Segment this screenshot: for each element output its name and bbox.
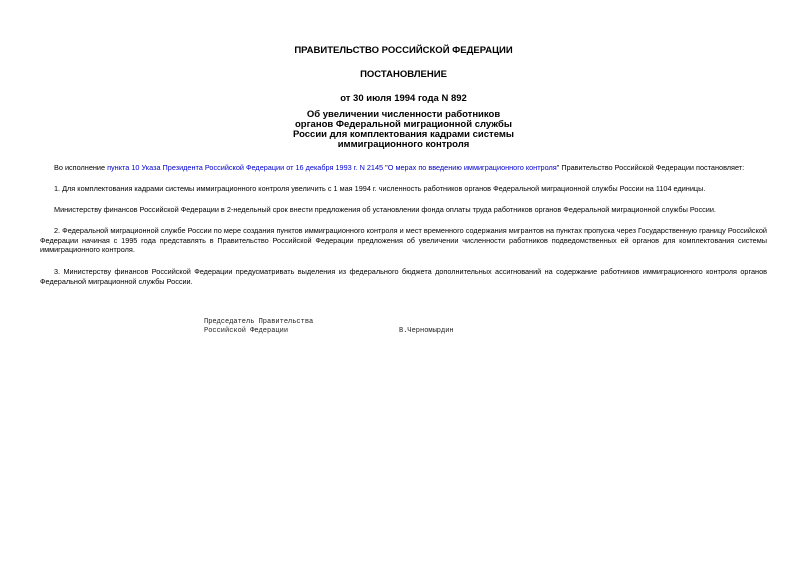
intro-text-after: " Правительство Российской Федерации постановляет: (556, 163, 745, 172)
signatory-position-line2: Российской Федерации (204, 327, 289, 335)
title-line: Об увеличении численности работников (306, 109, 501, 120)
decree-link[interactable]: пункта 10 Указа Президента Российской Федерации от 16 декабря 1993 г. N 2145 (107, 163, 384, 172)
intro-text-middle: " (383, 163, 388, 172)
immigration-control-link[interactable]: О мерах по введению иммиграционного контроля (387, 163, 557, 172)
title-line: органов Федеральной миграционной службы (294, 119, 512, 130)
paragraph-3: 3. Министерству финансов Российской Федерации предусматривать выделения из федерального бюджета дополнительных ассигнований на содержание работников иммиграционного контроля органов Федеральной миграционной службы России. (40, 267, 767, 286)
paragraph-2: 2. Федеральной миграционной службе России по мере создания пунктов иммиграционного контроля и мест временного содержания мигрантов на пунктах пропуска через Государственную границу Российской Федерации начиная с 1995 года представлять в Правительство Российской Федерации предложения об увеличении численности работников подведомственных ей органов для комплектования системы иммиграционного контроля. (40, 226, 767, 254)
intro-text-before: Во исполнение (54, 163, 108, 172)
title-line: России для комплектования кадрами системы (292, 129, 515, 140)
document-title (0, 110, 807, 150)
signatory-position-line1: Председатель Правительства (204, 318, 314, 326)
title-line: иммиграционного контроля (337, 139, 470, 150)
document-type-heading: ПОСТАНОВЛЕНИЕ (360, 69, 447, 80)
paragraph-1-continued: Министерству финансов Российской Федерации в 2-недельный срок внести предложения об установлении фонда оплаты труда работников органов Федеральной миграционной службы России. (54, 205, 716, 214)
date-number-heading: от 30 июля 1994 года N 892 (340, 93, 467, 104)
intro-paragraph (40, 163, 767, 173)
signatory-name: В.Черномырдин (399, 327, 454, 335)
government-heading: ПРАВИТЕЛЬСТВО РОССИЙСКОЙ ФЕДЕРАЦИИ (294, 45, 513, 56)
paragraph-1: 1. Для комплектования кадрами системы иммиграционного контроля увеличить с 1 мая 1994 г. численность работников органов Федеральной миграционной службы России на 1104 единицы. (54, 184, 706, 193)
